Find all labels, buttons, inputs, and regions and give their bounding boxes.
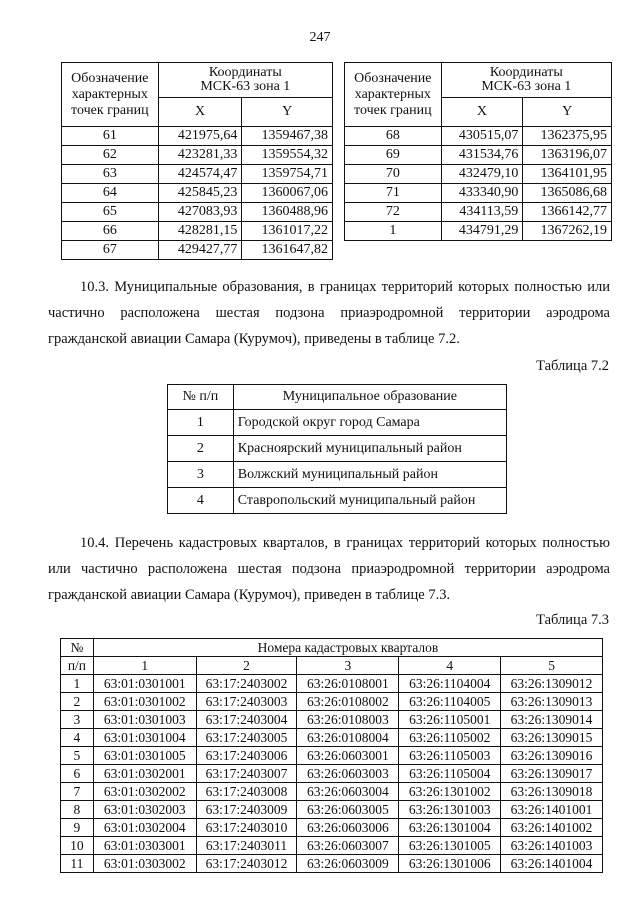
column-index: 2 bbox=[196, 657, 297, 675]
cadastral-row bbox=[61, 675, 603, 693]
cadastral-number: 63:17:2403002 bbox=[196, 675, 297, 693]
cadastral-number: 63:17:2403009 bbox=[196, 801, 297, 819]
column-index: 3 bbox=[297, 657, 399, 675]
header-coordinates-line1: Координаты bbox=[208, 65, 282, 80]
cadastral-number: 63:01:0303001 bbox=[93, 837, 196, 855]
coord-x: 431534,76 bbox=[441, 146, 523, 165]
cadastral-row bbox=[61, 765, 603, 783]
column-index: 1 bbox=[93, 657, 196, 675]
cadastral-number: 63:26:1105004 bbox=[399, 765, 501, 783]
point-id: 66 bbox=[62, 222, 159, 241]
page-number: 247 bbox=[309, 30, 331, 45]
cadastral-number: 63:26:0603003 bbox=[297, 765, 399, 783]
cadastral-row bbox=[61, 837, 603, 855]
table-7-2-caption: Таблица 7.2 bbox=[536, 358, 609, 374]
cadastral-number: 63:26:1401003 bbox=[501, 837, 603, 855]
header-point-label: Обозначение характерных точек границ bbox=[62, 63, 159, 127]
cadastral-number: 63:26:1309018 bbox=[501, 783, 603, 801]
coord-row bbox=[62, 184, 333, 203]
cadastral-number: 63:01:0301005 bbox=[93, 747, 196, 765]
cadastral-number: 63:26:1105001 bbox=[399, 711, 501, 729]
coord-y: 1367262,19 bbox=[523, 222, 612, 241]
cadastral-number: 63:26:1301004 bbox=[399, 819, 501, 837]
cadastral-number: 63:01:0301001 bbox=[93, 675, 196, 693]
point-id: 63 bbox=[62, 165, 159, 184]
row-number: 3 bbox=[61, 711, 94, 729]
cadastral-number: 63:26:0108004 bbox=[297, 729, 399, 747]
cadastral-number: 63:26:1309014 bbox=[501, 711, 603, 729]
coord-row bbox=[62, 241, 333, 260]
coord-row bbox=[62, 222, 333, 241]
point-id: 62 bbox=[62, 146, 159, 165]
coord-x: 433340,90 bbox=[441, 184, 523, 203]
coord-row bbox=[62, 203, 333, 222]
coord-y: 1359554,32 bbox=[242, 146, 333, 165]
row-number: 11 bbox=[61, 855, 94, 873]
coord-row bbox=[345, 165, 612, 184]
coord-x: 432479,10 bbox=[441, 165, 523, 184]
row-number: 5 bbox=[61, 747, 94, 765]
point-id: 67 bbox=[62, 241, 159, 260]
cadastral-number: 63:26:1104005 bbox=[399, 693, 501, 711]
municipality-num: 3 bbox=[168, 462, 234, 488]
municipalities-table bbox=[167, 384, 507, 514]
coordinates-table-left bbox=[61, 62, 333, 260]
coord-row bbox=[62, 127, 333, 146]
point-id: 69 bbox=[345, 146, 442, 165]
municipality-name: Городской округ город Самара bbox=[233, 410, 506, 436]
cadastral-number: 63:17:2403010 bbox=[196, 819, 297, 837]
cadastral-number: 63:26:0603009 bbox=[297, 855, 399, 873]
column-index: 4 bbox=[399, 657, 501, 675]
header-municipality: Муниципальное образование bbox=[233, 385, 506, 410]
cadastral-number: 63:17:2403011 bbox=[196, 837, 297, 855]
coord-row bbox=[62, 165, 333, 184]
coord-y: 1360067,06 bbox=[242, 184, 333, 203]
cadastral-number: 63:01:0301002 bbox=[93, 693, 196, 711]
header-coordinates bbox=[158, 63, 332, 98]
cadastral-number: 63:26:0108003 bbox=[297, 711, 399, 729]
point-id: 1 bbox=[345, 222, 442, 241]
cadastral-number: 63:26:0603007 bbox=[297, 837, 399, 855]
cadastral-number: 63:26:0108002 bbox=[297, 693, 399, 711]
cadastral-number: 63:01:0301004 bbox=[93, 729, 196, 747]
cadastral-number: 63:26:1309015 bbox=[501, 729, 603, 747]
cadastral-number: 63:26:1309016 bbox=[501, 747, 603, 765]
coord-row bbox=[345, 222, 612, 241]
cadastral-row bbox=[61, 693, 603, 711]
coord-x: 427083,93 bbox=[158, 203, 242, 222]
municipality-name: Ставропольский муниципальный район bbox=[233, 488, 506, 514]
row-number: 1 bbox=[61, 675, 94, 693]
cadastral-number: 63:26:1309012 bbox=[501, 675, 603, 693]
cadastral-number: 63:26:1401002 bbox=[501, 819, 603, 837]
paragraph-10-3-text: 10.3. Муниципальные образования, в границах территорий которых полностью или частично расположена шестая подзона приаэродромной территории аэродрома гражданской авиации Самара (Курумоч), приведены в таблице 7.2. bbox=[48, 279, 610, 347]
point-id: 72 bbox=[345, 203, 442, 222]
header-coordinates-line2: МСК-63 зона 1 bbox=[200, 79, 291, 94]
header-coordinates bbox=[441, 63, 611, 98]
coord-x: 425845,23 bbox=[158, 184, 242, 203]
coord-y: 1365086,68 bbox=[523, 184, 612, 203]
header-coordinates-line2: МСК-63 зона 1 bbox=[481, 79, 572, 94]
municipality-row bbox=[168, 436, 507, 462]
header-x: X bbox=[158, 98, 242, 127]
cadastral-number: 63:17:2403003 bbox=[196, 693, 297, 711]
coord-x: 434113,59 bbox=[441, 203, 523, 222]
header-coordinates-line1: Координаты bbox=[489, 65, 563, 80]
row-number: 2 bbox=[61, 693, 94, 711]
cadastral-number: 63:17:2403012 bbox=[196, 855, 297, 873]
cadastral-number: 63:26:1301005 bbox=[399, 837, 501, 855]
cadastral-row bbox=[61, 729, 603, 747]
cadastral-number: 63:26:1401001 bbox=[501, 801, 603, 819]
cadastral-number: 63:26:1401004 bbox=[501, 855, 603, 873]
municipality-num: 2 bbox=[168, 436, 234, 462]
row-number: 6 bbox=[61, 765, 94, 783]
cadastral-number: 63:26:1309013 bbox=[501, 693, 603, 711]
municipality-num: 4 bbox=[168, 488, 234, 514]
header-point-label: Обозначение характерных точек границ bbox=[345, 63, 442, 127]
cadastral-row bbox=[61, 783, 603, 801]
cadastral-number: 63:26:1104004 bbox=[399, 675, 501, 693]
point-id: 65 bbox=[62, 203, 159, 222]
municipality-num: 1 bbox=[168, 410, 234, 436]
cadastral-number: 63:26:0603001 bbox=[297, 747, 399, 765]
column-index: 5 bbox=[501, 657, 603, 675]
cadastral-number: 63:26:1301006 bbox=[399, 855, 501, 873]
cadastral-row bbox=[61, 819, 603, 837]
coord-y: 1363196,07 bbox=[523, 146, 612, 165]
coord-row bbox=[345, 146, 612, 165]
cadastral-number: 63:01:0302002 bbox=[93, 783, 196, 801]
point-id: 71 bbox=[345, 184, 442, 203]
cadastral-number: 63:26:1105002 bbox=[399, 729, 501, 747]
cadastral-number: 63:01:0302001 bbox=[93, 765, 196, 783]
cadastral-row bbox=[61, 855, 603, 873]
coord-x: 429427,77 bbox=[158, 241, 242, 260]
municipality-row bbox=[168, 488, 507, 514]
coord-x: 434791,29 bbox=[441, 222, 523, 241]
point-id: 68 bbox=[345, 127, 442, 146]
header-y: Y bbox=[242, 98, 333, 127]
cadastral-number: 63:17:2403008 bbox=[196, 783, 297, 801]
header-y: Y bbox=[523, 98, 612, 127]
cadastral-number: 63:26:1309017 bbox=[501, 765, 603, 783]
point-id: 61 bbox=[62, 127, 159, 146]
municipality-name: Волжский муниципальный район bbox=[233, 462, 506, 488]
row-number: 10 bbox=[61, 837, 94, 855]
cadastral-number: 63:26:1105003 bbox=[399, 747, 501, 765]
coord-row bbox=[62, 146, 333, 165]
paragraph-10-3 bbox=[48, 274, 610, 352]
paragraph-10-4 bbox=[48, 530, 610, 608]
row-number: 4 bbox=[61, 729, 94, 747]
cadastral-row bbox=[61, 711, 603, 729]
coord-y: 1359754,71 bbox=[242, 165, 333, 184]
coord-x: 421975,64 bbox=[158, 127, 242, 146]
coord-y: 1360488,96 bbox=[242, 203, 333, 222]
coord-x: 430515,07 bbox=[441, 127, 523, 146]
coord-y: 1361647,82 bbox=[242, 241, 333, 260]
header-num-line1: № bbox=[61, 639, 94, 657]
header-num: № п/п bbox=[168, 385, 234, 410]
municipality-name: Красноярский муниципальный район bbox=[233, 436, 506, 462]
cadastral-number: 63:17:2403007 bbox=[196, 765, 297, 783]
cadastral-number: 63:26:1301002 bbox=[399, 783, 501, 801]
cadastral-number: 63:26:0108001 bbox=[297, 675, 399, 693]
header-cadastral-group: Номера кадастровых кварталов bbox=[93, 639, 602, 657]
coordinates-table-right bbox=[344, 62, 612, 241]
coord-x: 424574,47 bbox=[158, 165, 242, 184]
coord-y: 1359467,38 bbox=[242, 127, 333, 146]
cadastral-quarters-table bbox=[60, 638, 603, 873]
coord-y: 1361017,22 bbox=[242, 222, 333, 241]
paragraph-10-4-text: 10.4. Перечень кадастровых кварталов, в границах территорий которых полностью или частично расположена шестая подзона приаэродромной территории аэродрома гражданской авиации Самара (Курумоч), приведен в таблице 7.3. bbox=[48, 535, 610, 603]
coord-x: 423281,33 bbox=[158, 146, 242, 165]
coord-y: 1366142,77 bbox=[523, 203, 612, 222]
header-x: X bbox=[441, 98, 523, 127]
coord-row bbox=[345, 127, 612, 146]
cadastral-number: 63:17:2403006 bbox=[196, 747, 297, 765]
cadastral-number: 63:17:2403004 bbox=[196, 711, 297, 729]
row-number: 9 bbox=[61, 819, 94, 837]
cadastral-number: 63:01:0302004 bbox=[93, 819, 196, 837]
cadastral-row bbox=[61, 801, 603, 819]
cadastral-number: 63:17:2403005 bbox=[196, 729, 297, 747]
cadastral-number: 63:26:0603006 bbox=[297, 819, 399, 837]
coord-x: 428281,15 bbox=[158, 222, 242, 241]
header-num-line2: п/п bbox=[61, 657, 94, 675]
cadastral-number: 63:26:0603004 bbox=[297, 783, 399, 801]
cadastral-number: 63:01:0303002 bbox=[93, 855, 196, 873]
point-id: 64 bbox=[62, 184, 159, 203]
point-id: 70 bbox=[345, 165, 442, 184]
table-7-3-caption: Таблица 7.3 bbox=[536, 612, 609, 628]
row-number: 7 bbox=[61, 783, 94, 801]
cadastral-number: 63:01:0302003 bbox=[93, 801, 196, 819]
coord-row bbox=[345, 184, 612, 203]
municipality-row bbox=[168, 410, 507, 436]
cadastral-number: 63:01:0301003 bbox=[93, 711, 196, 729]
municipality-row bbox=[168, 462, 507, 488]
row-number: 8 bbox=[61, 801, 94, 819]
cadastral-row bbox=[61, 747, 603, 765]
coord-y: 1362375,95 bbox=[523, 127, 612, 146]
cadastral-number: 63:26:1301003 bbox=[399, 801, 501, 819]
coord-y: 1364101,95 bbox=[523, 165, 612, 184]
coord-row bbox=[345, 203, 612, 222]
cadastral-number: 63:26:0603005 bbox=[297, 801, 399, 819]
